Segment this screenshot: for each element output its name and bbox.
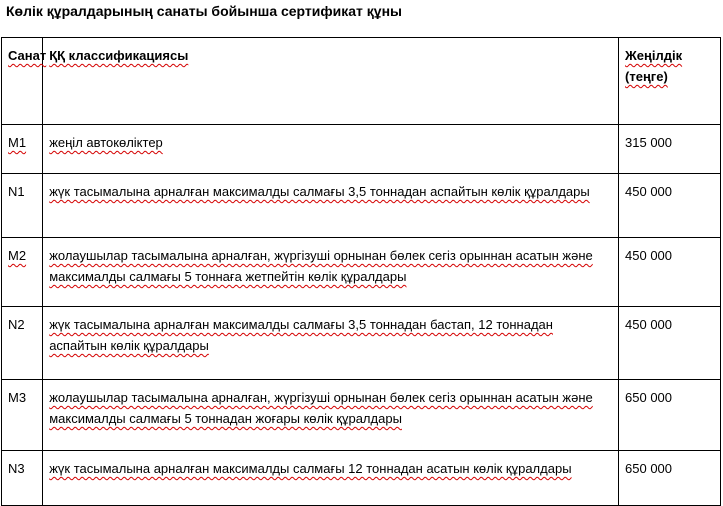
row-description <box>43 125 619 174</box>
header-category <box>2 38 47 125</box>
table-row <box>2 451 721 506</box>
row-category: N2 <box>2 307 43 380</box>
row-price: 450 000 <box>619 238 721 307</box>
table-row <box>2 238 721 307</box>
row-description <box>43 307 619 380</box>
table-row <box>2 174 721 238</box>
table-header-row <box>2 38 721 125</box>
row-price: 650 000 <box>619 451 721 506</box>
table-row <box>2 380 721 451</box>
row-category <box>2 125 43 174</box>
certificate-price-table <box>1 37 721 506</box>
vehicle-description: жүк тасымалына арналған максималды салмағы 3,5 тоннадан аспайтын көлік құралдары <box>49 184 590 199</box>
vehicle-description: жолаушылар тасымалына арналған, жүргізуші орнынан бөлек сегіз орыннан асатын және максималды салмағы 5 тоннадан жоғары көлік құралдары <box>49 390 593 426</box>
row-category: М3 <box>2 380 43 451</box>
row-category: N1 <box>2 174 43 238</box>
row-category <box>2 238 43 307</box>
header-price-line2: (теңге) <box>625 69 668 84</box>
table-row <box>2 125 721 174</box>
vehicle-description: жүк тасымалына арналған максималды салмағы 3,5 тоннадан бастап, 12 тоннадан аспайтын көлік құралдары <box>49 317 553 353</box>
vehicle-description: жеңіл автокөліктер <box>49 135 163 150</box>
row-price: 650 000 <box>619 380 721 451</box>
row-price: 450 000 <box>619 307 721 380</box>
row-description <box>43 174 619 238</box>
vehicle-description: жүк тасымалына арналған максималды салмағы 12 тоннадан асатын көлік құралдары <box>49 461 572 476</box>
category-code: М1 <box>8 135 27 150</box>
row-description <box>43 380 619 451</box>
header-price <box>619 38 721 125</box>
document-title: Көлік құралдарының санаты бойынша сертификат құны <box>6 3 402 19</box>
header-price-line1: Жеңілдік <box>625 48 683 63</box>
row-price: 450 000 <box>619 174 721 238</box>
header-classification-label: ҚҚ классификациясы <box>49 48 189 63</box>
header-category-label: Санат <box>8 48 47 63</box>
vehicle-description: жолаушылар тасымалына арналған, жүргізуші орнынан бөлек сегіз орыннан асатын және максималды салмағы 5 тоннаға жетпейтін көлік құралдары <box>49 248 593 284</box>
row-description <box>43 451 619 506</box>
row-price: 315 000 <box>619 125 721 174</box>
table-row <box>2 307 721 380</box>
category-code: М2 <box>8 248 27 263</box>
row-category: N3 <box>2 451 43 506</box>
header-classification <box>43 38 619 125</box>
row-description <box>43 238 619 307</box>
